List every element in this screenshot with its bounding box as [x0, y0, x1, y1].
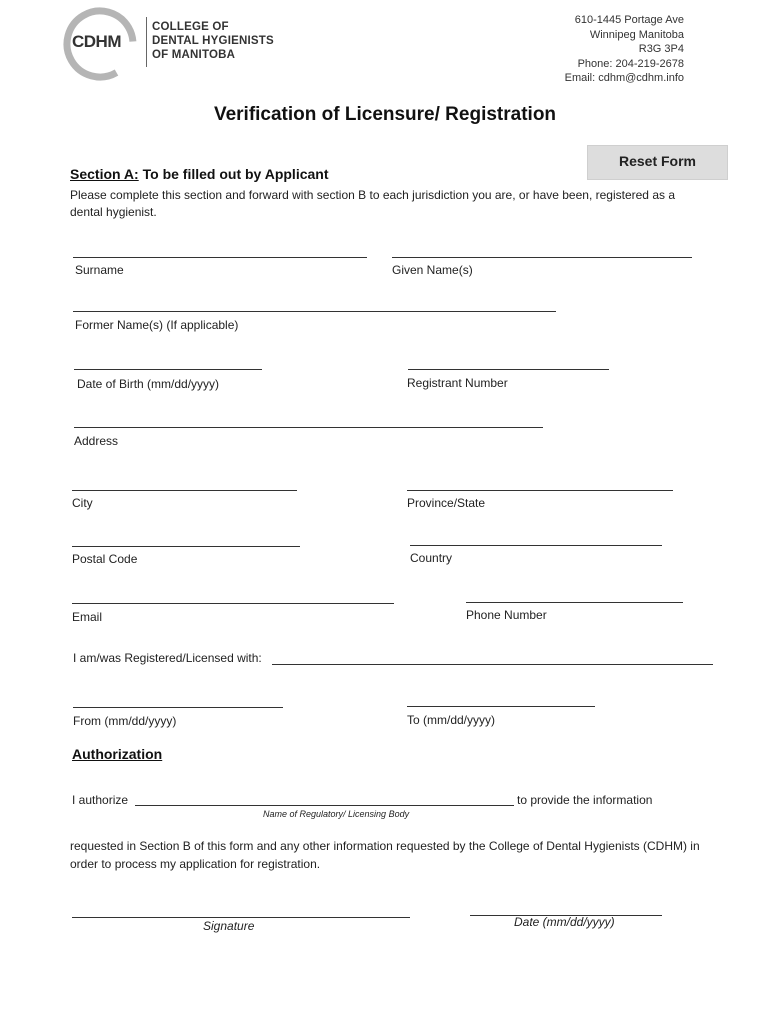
postal-code-input[interactable] — [72, 546, 300, 547]
phone-input[interactable] — [466, 602, 683, 603]
former-names-label: Former Name(s) (If applicable) — [75, 318, 239, 332]
registrant-number-input[interactable] — [408, 369, 609, 370]
org-name-line-3: OF MANITOBA — [152, 49, 236, 61]
address-label: Address — [74, 434, 119, 448]
authorization-text: requested in Section B of this form and any other information requested by the College of Dental Hygienists (CDHM) in order to process my application for registration. — [70, 839, 700, 871]
page-title: Verification of Licensure/ Registration — [213, 104, 557, 125]
address-block — [565, 13, 684, 86]
surname-input[interactable] — [73, 257, 367, 258]
province-input[interactable] — [407, 490, 673, 491]
address-street: 610-1445 Portage Ave — [574, 14, 684, 26]
logo-divider — [146, 17, 147, 67]
regulatory-body-input[interactable] — [135, 805, 514, 806]
surname-label: Surname — [75, 263, 124, 277]
given-names-input[interactable] — [392, 257, 692, 258]
country-label: Country — [410, 551, 453, 565]
postal-code-label: Postal Code — [72, 552, 138, 566]
dob-label: Date of Birth (mm/dd/yyyy) — [77, 377, 220, 391]
dob-input[interactable] — [74, 369, 262, 370]
email-label: Email — [72, 610, 103, 624]
address-phone: Phone: 204-219-2678 — [577, 57, 684, 70]
registered-with-label: I am/was Registered/Licensed with: — [73, 651, 262, 665]
logo-abbr: CDHM — [72, 32, 121, 51]
address-postal: R3G 3P4 — [638, 43, 684, 55]
authorization-heading: Authorization — [72, 746, 163, 762]
email-input[interactable] — [72, 603, 394, 604]
registrant-number-label: Registrant Number — [407, 376, 508, 390]
regulatory-body-caption: Name of Regulatory/ Licensing Body — [263, 809, 410, 819]
to-date-label: To (mm/dd/yyyy) — [407, 713, 496, 727]
section-a-heading — [70, 166, 329, 182]
signature-date-label: Date (mm/dd/yyyy) — [514, 915, 615, 929]
address-city: Winnipeg Manitoba — [589, 28, 684, 41]
city-label: City — [72, 496, 93, 510]
from-date-label: From (mm/dd/yyyy) — [73, 714, 177, 728]
to-provide-label: to provide the information — [517, 793, 653, 807]
i-authorize-label: I authorize — [72, 793, 129, 807]
section-a-intro: Please complete this section and forward with section B to each jurisdiction you are, or have been, registered as a dental hygienist. — [70, 188, 675, 219]
address-email: Email: cdhm@cdhm.info — [564, 72, 684, 84]
given-names-label: Given Name(s) — [392, 263, 473, 277]
signature-input[interactable] — [72, 917, 410, 918]
address-input[interactable] — [74, 427, 543, 428]
section-a-heading-rest: To be filled out by Applicant — [138, 166, 329, 182]
reset-form-button[interactable]: Reset Form — [587, 145, 728, 180]
signature-label: Signature — [203, 919, 255, 933]
phone-label: Phone Number — [466, 608, 547, 622]
city-input[interactable] — [72, 490, 297, 491]
province-label: Province/State — [407, 496, 486, 510]
from-date-input[interactable] — [73, 707, 283, 708]
country-input[interactable] — [410, 545, 662, 546]
to-date-input[interactable] — [407, 706, 595, 707]
org-name-line-1: COLLEGE OF — [152, 21, 229, 33]
section-a-prefix: Section A: — [70, 166, 139, 182]
org-name-line-2: DENTAL HYGIENISTS — [152, 35, 274, 47]
former-names-input[interactable] — [73, 311, 556, 312]
registered-with-input[interactable] — [272, 664, 713, 665]
